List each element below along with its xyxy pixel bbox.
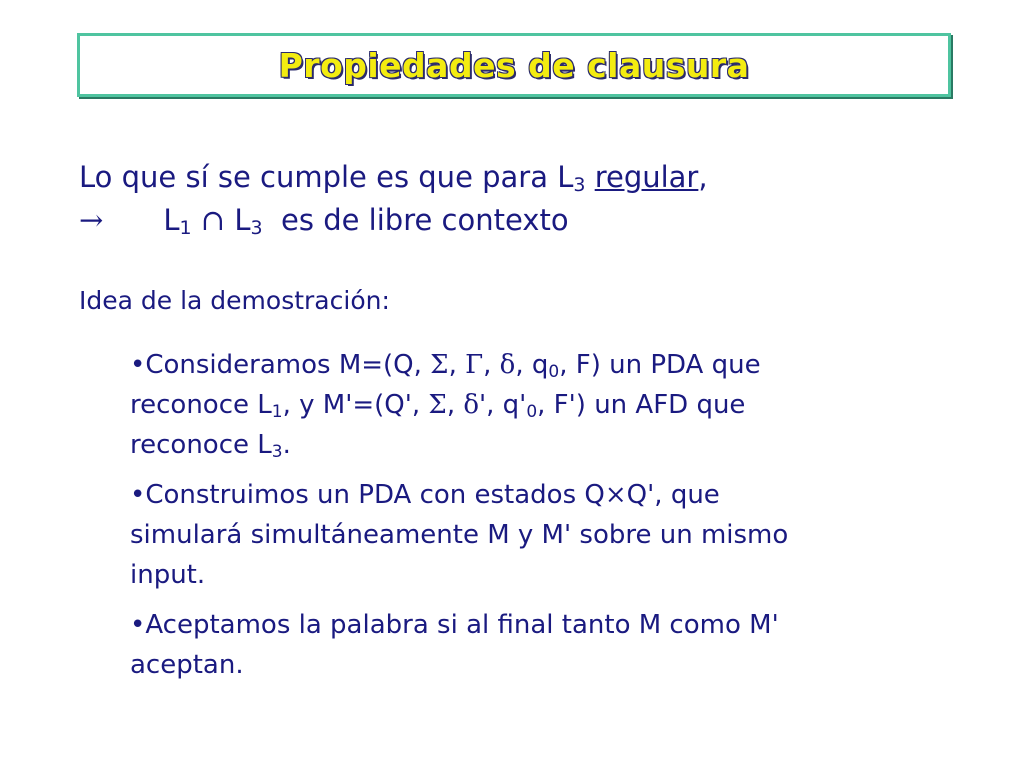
bullet-3-line-1: •Aceptamos la palabra si al final tanto M como M' [130, 610, 779, 640]
bullet-1-line-2 [130, 385, 950, 425]
statement-text: Lo que sí se cumple es que para L [79, 160, 574, 194]
title-box [77, 33, 951, 97]
delta-symbol: δ [499, 350, 516, 380]
bullet-item-1 [130, 345, 950, 465]
l3-symbol: L [234, 203, 251, 237]
bullet-2-line-3: input. [130, 560, 206, 590]
statement-conclusion: es de libre contexto [281, 203, 569, 237]
l1-symbol: L [163, 203, 180, 237]
text-run: , F) un PDA que [559, 350, 761, 380]
bullet-1-line-3 [130, 425, 950, 465]
bullet-item-2 [130, 475, 950, 595]
delta-symbol: δ [463, 390, 479, 420]
bullet-1-line-1 [130, 345, 950, 385]
subscript: 3 [271, 442, 283, 462]
subscript: 0 [526, 402, 538, 422]
text-run: reconoce L [130, 430, 272, 460]
text-run: , y M'=(Q', [282, 390, 429, 420]
statement-line-1 [79, 157, 708, 197]
bullet-2-line-2: simulará simultáneamente M y M' sobre un mismo [130, 520, 789, 550]
separator: , [446, 390, 464, 420]
bullet-list [130, 345, 950, 695]
space [585, 160, 594, 194]
slide-title: Propiedades de clausura [278, 45, 750, 85]
bullet-item-3 [130, 605, 950, 685]
text-run: •Consideramos M=(Q, [130, 350, 431, 380]
subscript: 0 [548, 362, 560, 382]
subscript: 1 [271, 402, 283, 422]
text-run: . [282, 430, 291, 460]
subscript-1: 1 [179, 217, 192, 239]
bullet-2-line-1 [130, 475, 950, 515]
sigma-symbol: Σ [430, 350, 449, 380]
text-run: Q', que [626, 480, 720, 510]
comma: , [698, 160, 708, 194]
underlined-regular: regular [594, 160, 699, 194]
bullet-3-line-2: aceptan. [130, 650, 244, 680]
text-run: , F') un AFD que [537, 390, 746, 420]
text-run: •Construimos un PDA con estados Q [130, 480, 605, 510]
sigma-symbol: Σ [428, 390, 447, 420]
text-run: reconoce L [130, 390, 272, 420]
gamma-symbol: Γ [465, 350, 484, 380]
implies-arrow-icon: → [79, 203, 104, 237]
separator: , [483, 350, 500, 380]
text-run: , q [515, 350, 549, 380]
intersection-icon: ∩ [200, 203, 226, 237]
times-symbol: × [604, 480, 627, 510]
subscript-3b: 3 [250, 217, 263, 239]
text-run: ', q' [479, 390, 527, 420]
idea-heading: Idea de la demostración: [79, 286, 390, 315]
separator: , [448, 350, 466, 380]
statement-line-2 [79, 200, 569, 240]
subscript-3: 3 [573, 174, 586, 196]
